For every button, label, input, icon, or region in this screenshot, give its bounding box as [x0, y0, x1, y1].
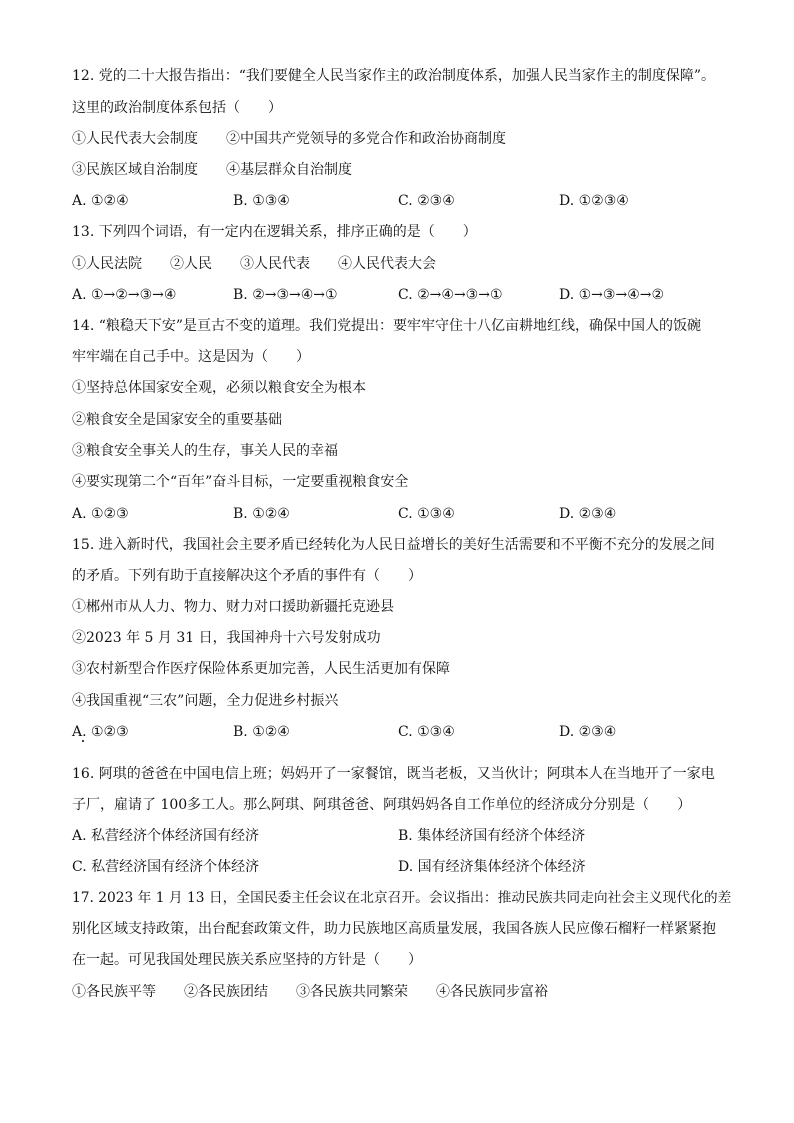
q16-option-c[interactable]: C. 私营经济国有经济个体经济 — [72, 859, 260, 875]
q12-options — [72, 190, 732, 212]
q17-stem-line2: 别化区域支持政策，出台配套政策文件，助力民族地区高质量发展，我国各族人民应像石榴籽一样紧紧抱 — [72, 921, 716, 937]
q16-options-row2 — [72, 856, 732, 878]
q12-stem-line1: 12. 党的二十大报告指出：“我们要健全人民当家作主的政治制度体系，加强人民当家作主的制度保障”。 — [72, 68, 716, 84]
q14-option-d[interactable]: D. ②③④ — [559, 506, 617, 522]
q17-items: ①各民族平等 ②各民族团结 ③各民族共同繁荣 ④各民族同步富裕 — [72, 984, 548, 1000]
q15-option-b[interactable]: B. ①②④ — [233, 724, 290, 740]
q15-item-1: ①郴州市从人力、物力、财力对口援助新疆托克逊县 — [72, 599, 394, 615]
q14-options — [72, 503, 732, 525]
q14-option-c[interactable]: C. ①③④ — [398, 506, 455, 522]
q16-stem-line2: 子厂，雇请了 100多工人。那么阿琪、阿琪爸爸、阿琪妈妈各自工作单位的经济成分分别是（ ） — [72, 797, 692, 813]
q15-options — [72, 721, 732, 743]
q12-stem-line2: 这里的政治制度体系包括（ ） — [72, 100, 282, 116]
q13-option-a[interactable]: A. ①→②→③→④ — [72, 287, 177, 303]
q13-items: ①人民法院 ②人民 ③人民代表 ④人民代表大会 — [72, 256, 436, 272]
q14-item-1: ①坚持总体国家安全观，必须以粮食安全为根本 — [72, 380, 366, 396]
q14-option-a[interactable]: A. ①②③ — [72, 506, 129, 522]
q15-item-2: ②2023 年 5 月 31 日，我国神舟十六号发射成功 — [72, 630, 381, 646]
q15-item-4: ④我国重视“三农”问题，全力促进乡村振兴 — [72, 693, 339, 709]
q14-stem-line1: 14. “粮稳天下安”是亘古不变的道理。我们党提出：要牢牢守住十八亿亩耕地红线，确保中国人的饭碗 — [72, 318, 702, 334]
q13-stem: 13. 下列四个词语，有一定内在逻辑关系，排序正确的是（ ） — [72, 224, 477, 240]
stray-dot — [82, 740, 84, 742]
q13-options — [72, 284, 732, 306]
q15-option-a[interactable]: A. ①②③ — [72, 724, 129, 740]
q16-stem-line1: 16. 阿琪的爸爸在中国电信上班；妈妈开了一家餐馆，既当老板，又当伙计；阿琪本人在当地开了一家电 — [72, 766, 715, 782]
q15-stem-line1: 15. 进入新时代，我国社会主要矛盾已经转化为人民日益增长的美好生活需要和不平衡不充分的发展之间 — [72, 537, 715, 553]
q12-items-line2: ③民族区域自治制度 ④基层群众自治制度 — [72, 162, 352, 178]
q15-stem-line2: 的矛盾。下列有助于直接解决这个矛盾的事件有（ ） — [72, 568, 422, 584]
q12-option-c[interactable]: C. ②③④ — [398, 193, 455, 209]
q13-option-c[interactable]: C. ②→④→③→① — [398, 287, 503, 303]
q13-option-d[interactable]: D. ①→③→④→② — [559, 287, 665, 303]
q13-option-b[interactable]: B. ②→③→④→① — [233, 287, 338, 303]
q16-option-b[interactable]: B. 集体经济国有经济个体经济 — [398, 828, 586, 844]
q16-option-d[interactable]: D. 国有经济集体经济个体经济 — [398, 859, 586, 875]
q16-options-row1 — [72, 825, 732, 847]
q14-item-2: ②粮食安全是国家安全的重要基础 — [72, 412, 282, 428]
q14-item-4: ④要实现第二个“百年”奋斗目标，一定要重视粮食安全 — [72, 474, 409, 490]
q12-option-d[interactable]: D. ①②③④ — [559, 193, 629, 209]
q12-option-b[interactable]: B. ①③④ — [233, 193, 290, 209]
q15-option-c[interactable]: C. ①③④ — [398, 724, 455, 740]
q15-item-3: ③农村新型合作医疗保险体系更加完善，人民生活更加有保障 — [72, 661, 450, 677]
q14-stem-line2: 牢牢端在自己手中。这是因为（ ） — [72, 349, 310, 365]
q14-item-3: ③粮食安全事关人的生存，事关人民的幸福 — [72, 443, 338, 459]
q17-stem-line1: 17. 2023 年 1 月 13 日，全国民委主任会议在北京召开。会议指出：推动民族共同走向社会主义现代化的差 — [72, 890, 732, 906]
q17-stem-line3: 在一起。可见我国处理民族关系应坚持的方针是（ ） — [72, 952, 422, 968]
q12-items-line1: ①人民代表大会制度 ②中国共产党领导的多党合作和政治协商制度 — [72, 131, 506, 147]
q16-option-a[interactable]: A. 私营经济个体经济国有经济 — [72, 828, 260, 844]
q12-option-a[interactable]: A. ①②④ — [72, 193, 129, 209]
q14-option-b[interactable]: B. ①②④ — [233, 506, 290, 522]
q15-option-d[interactable]: D. ②③④ — [559, 724, 617, 740]
